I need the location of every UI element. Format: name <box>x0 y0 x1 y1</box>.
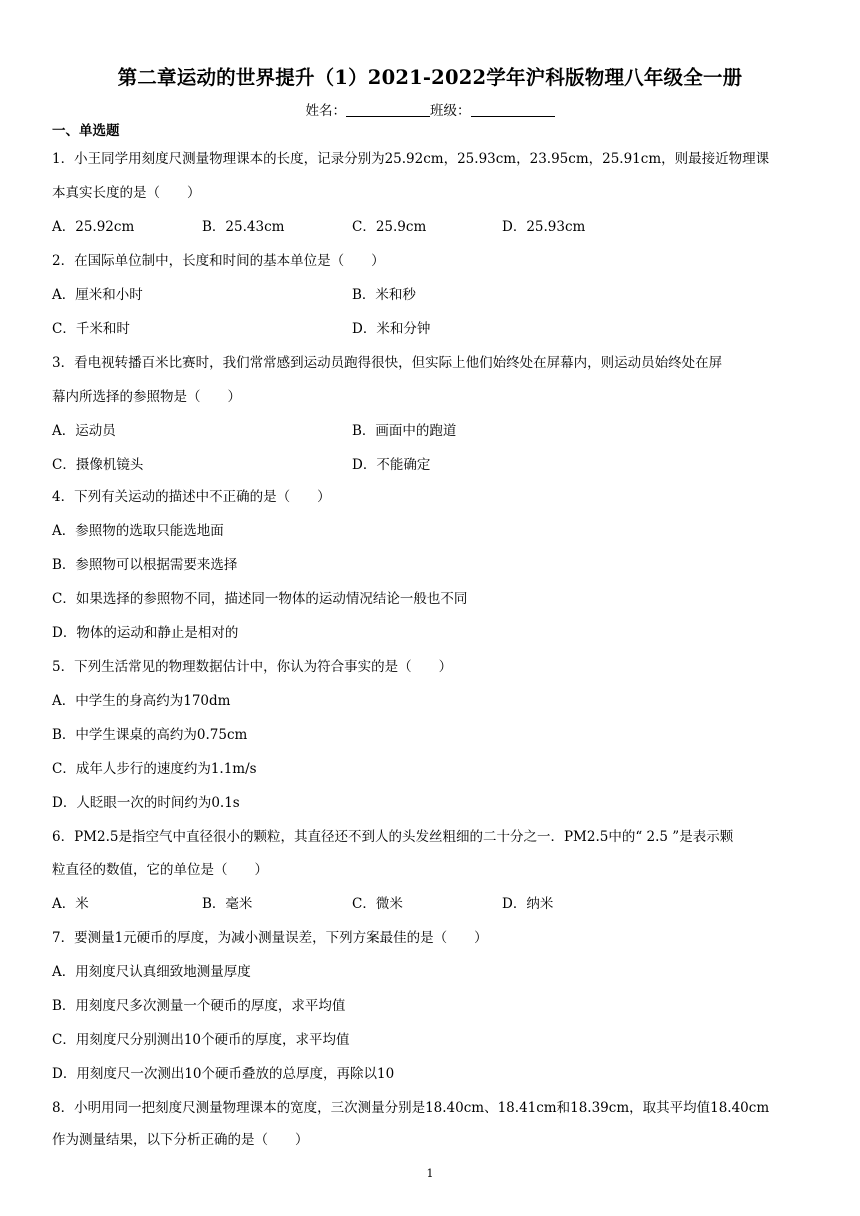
question-1-text-cont: 本真实长度的是（ ） <box>52 185 201 201</box>
question-3-option-d[interactable]: D．不能确定 <box>352 457 431 473</box>
student-info-line <box>0 99 860 119</box>
question-1-option-a[interactable]: A．25.92cm <box>52 219 135 235</box>
question-2-text: 2．在国际单位制中，长度和时间的基本单位是（ ） <box>52 253 385 269</box>
question-5-option-c[interactable]: C．成年人步行的速度约为1.1m/s <box>52 761 257 777</box>
question-6-option-c[interactable]: C．微米 <box>352 896 403 912</box>
section-heading: 一、单选题 <box>52 123 120 139</box>
question-6-text: 6．PM2.5是指空气中直径很小的颗粒，其直径还不到人的头发丝粗细的二十分之一．PM2.5中的“ 2.5 ”是表示颗 <box>52 829 734 845</box>
name-label: 姓名： <box>305 103 346 119</box>
class-blank[interactable] <box>471 104 555 117</box>
question-7-option-d[interactable]: D．用刻度尺一次测出10个硬币叠放的总厚度，再除以10 <box>52 1066 395 1082</box>
question-3-option-a[interactable]: A．运动员 <box>52 423 116 439</box>
question-1-option-b[interactable]: B．25.43cm <box>202 219 285 235</box>
question-4-text: 4．下列有关运动的描述中不正确的是（ ） <box>52 489 331 505</box>
question-6-option-b[interactable]: B．毫米 <box>202 896 253 912</box>
question-7-option-a[interactable]: A．用刻度尺认真细致地测量厚度 <box>52 964 251 980</box>
question-2-option-d[interactable]: D．米和分钟 <box>352 321 431 337</box>
question-6-option-a[interactable]: A．米 <box>52 896 89 912</box>
question-8-text-cont: 作为测量结果，以下分析正确的是（ ） <box>52 1132 309 1148</box>
question-4-option-a[interactable]: A．参照物的选取只能选地面 <box>52 523 224 539</box>
question-6-option-d[interactable]: D．纳米 <box>502 896 554 912</box>
question-5-option-a[interactable]: A．中学生的身高约为170dm <box>52 693 231 709</box>
document-title: 第二章运动的世界提升（1）2021-2022学年沪科版物理八年级全一册 <box>117 66 743 89</box>
page-number: 1 <box>426 1167 434 1180</box>
question-3-text: 3．看电视转播百米比赛时，我们常常感到运动员跑得很快，但实际上他们始终处在屏幕内，则运动员始终处在屏 <box>52 355 723 371</box>
question-1-text: 1．小王同学用刻度尺测量物理课本的长度，记录分别为25.92cm，25.93cm，23.95cm，25.91cm，则最接近物理课 <box>52 151 770 167</box>
question-4-option-c[interactable]: C．如果选择的参照物不同，描述同一物体的运动情况结论一般也不同 <box>52 591 468 607</box>
question-4-option-d[interactable]: D．物体的运动和静止是相对的 <box>52 625 239 641</box>
question-8-text: 8．小明用同一把刻度尺测量物理课本的宽度，三次测量分别是18.40cm、18.41cm和18.39cm，取其平均值18.40cm <box>52 1100 770 1116</box>
question-7-option-c[interactable]: C．用刻度尺分别测出10个硬币的厚度，求平均值 <box>52 1032 350 1048</box>
question-2-option-b[interactable]: B．米和秒 <box>352 287 416 303</box>
question-7-option-b[interactable]: B．用刻度尺多次测量一个硬币的厚度，求平均值 <box>52 998 346 1014</box>
question-3-text-cont: 幕内所选择的参照物是（ ） <box>52 389 241 405</box>
question-4-option-b[interactable]: B．参照物可以根据需要来选择 <box>52 557 238 573</box>
question-5-text: 5．下列生活常见的物理数据估计中，你认为符合事实的是（ ） <box>52 659 453 675</box>
question-5-option-d[interactable]: D．人眨眼一次的时间约为0.1s <box>52 795 240 811</box>
question-1-option-d[interactable]: D．25.93cm <box>502 219 586 235</box>
question-6-text-cont: 粒直径的数值，它的单位是（ ） <box>52 862 268 878</box>
question-2-option-c[interactable]: C．千米和时 <box>52 321 130 337</box>
question-1-option-c[interactable]: C．25.9cm <box>352 219 427 235</box>
name-blank[interactable] <box>346 104 430 117</box>
question-3-option-b[interactable]: B．画面中的跑道 <box>352 423 457 439</box>
question-7-text: 7．要测量1元硬币的厚度，为减小测量误差，下列方案最佳的是（ ） <box>52 930 488 946</box>
question-2-option-a[interactable]: A．厘米和小时 <box>52 287 143 303</box>
question-5-option-b[interactable]: B．中学生课桌的高约为0.75cm <box>52 727 248 743</box>
class-label: 班级： <box>430 103 471 119</box>
question-3-option-c[interactable]: C．摄像机镜头 <box>52 457 144 473</box>
